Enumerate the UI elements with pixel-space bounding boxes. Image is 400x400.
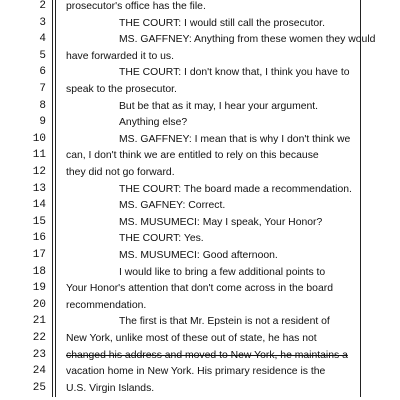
line-text: MS. GAFFNEY: Anything from these women they would bbox=[119, 34, 376, 46]
line-number: 23 bbox=[32, 348, 46, 361]
line-text: have forwarded it to us. bbox=[66, 50, 175, 62]
transcript-line bbox=[0, 197, 400, 214]
line-number: 15 bbox=[32, 215, 46, 228]
line-number: 21 bbox=[32, 315, 46, 328]
transcript-line bbox=[0, 31, 400, 48]
line-text: can, I don't think we are entitled to rely on this because bbox=[66, 150, 319, 162]
line-number: 7 bbox=[39, 83, 46, 95]
transcript-line bbox=[0, 114, 400, 131]
line-text: recommendation. bbox=[66, 299, 147, 311]
line-number: 14 bbox=[32, 199, 46, 212]
line-text: Anything else? bbox=[119, 117, 188, 129]
line-text: MS. MUSUMECI: May I speak, Your Honor? bbox=[119, 216, 323, 228]
line-number: 13 bbox=[32, 182, 46, 195]
line-text: vacation home in New York. His primary residence is the bbox=[66, 366, 326, 378]
line-number: 19 bbox=[32, 282, 46, 295]
transcript-line bbox=[0, 15, 400, 32]
transcript-line bbox=[0, 230, 400, 247]
transcript-line bbox=[0, 147, 400, 164]
transcript-line bbox=[0, 48, 400, 65]
line-number: 2 bbox=[39, 0, 46, 12]
line-text: MS. GAFFNEY: I mean that is why I don't think we bbox=[119, 133, 351, 145]
line-number: 25 bbox=[32, 381, 46, 394]
line-number: 22 bbox=[32, 332, 46, 344]
line-text: MS. GAFNEY: Correct. bbox=[119, 200, 226, 212]
line-number: 24 bbox=[32, 365, 46, 378]
line-number: 12 bbox=[32, 166, 46, 178]
line-number: 16 bbox=[32, 232, 46, 245]
line-number: 8 bbox=[39, 99, 46, 112]
line-text: The first is that Mr. Epstein is not a resident of bbox=[119, 316, 330, 328]
line-number: 6 bbox=[39, 66, 46, 79]
transcript-line bbox=[0, 81, 400, 98]
line-text: they did not go forward. bbox=[66, 167, 175, 178]
line-text: prosecutor's office has the file. bbox=[66, 1, 206, 12]
transcript-line bbox=[0, 297, 400, 314]
transcript-line bbox=[0, 363, 400, 380]
line-text: New York, unlike most of these out of state, he has not bbox=[66, 333, 317, 344]
line-number: 5 bbox=[39, 49, 46, 62]
transcript-line bbox=[0, 64, 400, 81]
line-text: THE COURT: The board made a recommendation. bbox=[119, 183, 352, 195]
transcript-line bbox=[0, 347, 400, 364]
transcript-line bbox=[0, 164, 400, 181]
line-text: Your Honor's attention that don't come across in the board bbox=[66, 283, 333, 295]
line-number: 20 bbox=[32, 298, 46, 311]
transcript-line bbox=[0, 181, 400, 198]
transcript-line bbox=[0, 380, 400, 397]
transcript-line bbox=[0, 330, 400, 347]
line-number: 10 bbox=[32, 132, 46, 145]
line-text: I would like to bring a few additional points to bbox=[119, 266, 326, 278]
line-number: 4 bbox=[39, 33, 46, 46]
transcript-line bbox=[0, 0, 400, 15]
line-number: 11 bbox=[32, 149, 46, 162]
transcript-line bbox=[0, 313, 400, 330]
line-text: speak to the prosecutor. bbox=[66, 84, 177, 95]
transcript-line bbox=[0, 214, 400, 231]
transcript-line bbox=[0, 131, 400, 148]
line-text: MS. MUSUMECI: Good afternoon. bbox=[119, 250, 278, 261]
transcript-line bbox=[0, 98, 400, 115]
line-text: THE COURT: Yes. bbox=[119, 233, 204, 245]
line-text: changed his address and moved to New York, he maintains a bbox=[66, 349, 348, 361]
transcript-line bbox=[0, 280, 400, 297]
transcript-line bbox=[0, 247, 400, 264]
line-number: 9 bbox=[39, 116, 46, 129]
line-text: But be that as it may, I hear your argument. bbox=[119, 100, 319, 112]
line-text: U.S. Virgin Islands. bbox=[66, 382, 155, 394]
line-text: THE COURT: I don't know that, I think you have to bbox=[119, 67, 350, 79]
line-number: 18 bbox=[32, 265, 46, 278]
transcript-line bbox=[0, 264, 400, 281]
line-number: 17 bbox=[32, 249, 46, 261]
line-text: THE COURT: I would still call the prosecutor. bbox=[119, 17, 325, 29]
line-number: 3 bbox=[39, 16, 46, 29]
